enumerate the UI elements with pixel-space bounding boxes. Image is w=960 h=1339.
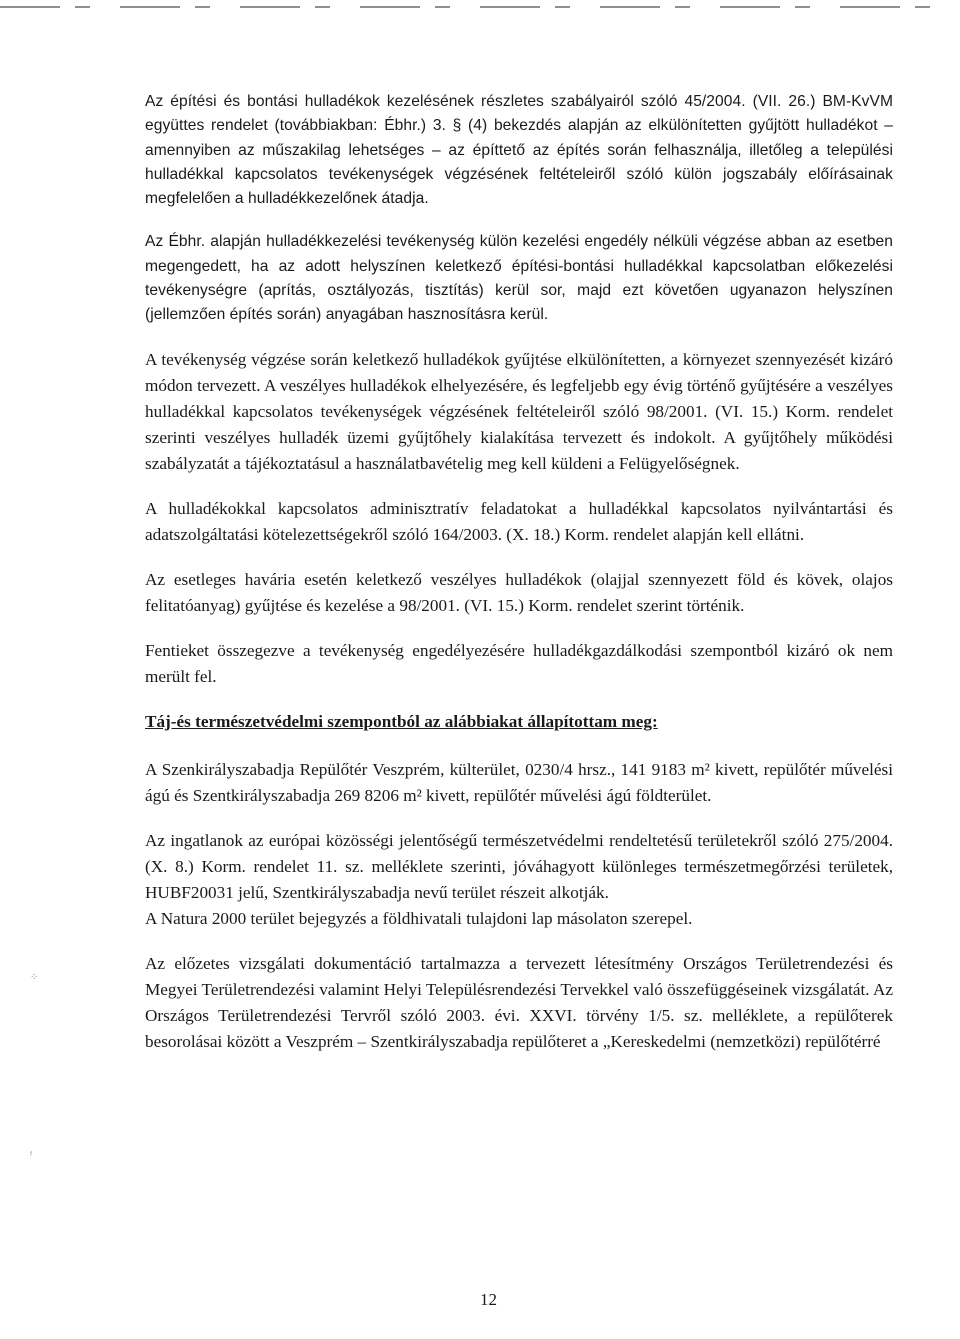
section-heading: Táj-és természetvédelmi szempontból az alábbiakat állapítottam meg: <box>145 711 658 731</box>
paragraph-havaria: Az esetleges havária esetén keletkező veszélyes hulladékok (olajjal szennyezett föld és kövek, olajos felitatóanyag) gyűjtése és kezelése a 98/2001. (VI. 15.) Korm. rendelet szerint történik. <box>145 569 893 615</box>
top-border-rule <box>0 6 960 8</box>
paragraph-administrative: A hulladékokkal kapcsolatos adminisztratív feladatokat a hulladékkal kapcsolatos nyilvántartási és adatszolgáltatási kötelezettségekről szóló 164/2003. (X. 18.) Korm. rendelet alapján kell ellátni. <box>145 498 893 544</box>
paragraph-planning: Az előzetes vizsgálati dokumentáció tartalmazza a tervezett létesítmény Országos Területrendezési és Megyei Területrendezési valamint Helyi Településrendezési Tervekkel való összefüggéseinek vizsgálatát. Az Országos Területrendezési Tervről szóló 2003. évi. XXVI. törvény 1/5. sz. melléklete, a repülőterek besorolásai között a Veszprém – Szentkirályszabadja repülőteret a „Kereskedelmi (nemzetközi) repülőtérré <box>145 953 893 1051</box>
document-page <box>145 90 893 1074</box>
scan-speck: ⁘ <box>30 972 39 983</box>
paragraph-ebhr-basis: Az Ébhr. alapján hulladékkezelési tevékenység külön kezelési engedély nélküli végzése abban az esetben megengedett, ha az adott helyszínen keletkező építési-bontási hulladékkal kapcsolatban előkezelési tevékenységre (aprítás, osztályozás, tisztítás) kerül sor, majd ezt követően ugyanazon helyszínen (jellemzően építés során) anyagában hasznosításra kerül. <box>145 233 893 324</box>
paragraph-summary: Fentieket összegezve a tevékenység engedélyezésére hulladékgazdálkodási szempontból kizáró ok nem merült fel. <box>145 640 893 686</box>
paragraph-property: A Szenkirályszabadja Repülőtér Veszprém, külterület, 0230/4 hrsz., 141 9183 m² kivett, repülőtér művelési ágú és Szentkirályszabadja 269 8206 m² kivett, repülőtér művelési ágú földterület. <box>145 759 893 805</box>
paragraph-waste-collection: A tevékenység végzése során keletkező hulladékok gyűjtése elkülönítetten, a környezet szennyezését kizáró módon tervezett. A veszélyes hulladékok elhelyezésére, és legfeljebb egy évig történő gyűjtésére a veszélyes hulladékkal kapcsolatos tevékenységek végzésének feltételeiről szóló 98/2001. (VI. 15.) Korm. rendelet szerinti veszélyes hulladék üzemi gyűjtőhely kialakítása tervezett és indokolt. A gyűjtőhely működési szabályzatát a tájékoztatásul a használatbavételig meg kell küldeni a Felügyelőségnek. <box>145 349 893 473</box>
paragraph-ebhr-intro: Az építési és bontási hulladékok kezelésének részletes szabályairól szóló 45/2004. (VII. 26.) BM-KvVM együttes rendelet (továbbiakban: Ébhr.) 3. § (4) bekezdés alapján az elkülönítetten gyűjtött hulladékot – amennyiben az műszakilag lehetséges – az építtető az építés során felhasználja, illetőleg a települési hulladékkal kapcsolatos tevékenységek végzésének feltételeiről szóló külön jogszabály előírásainak megfelelően a hulladékkezelőnek átadja. <box>145 93 893 208</box>
paragraph-natura-registry: A Natura 2000 terület bejegyzés a földhivatali tulajdoni lap másolaton szerepel. <box>145 908 693 928</box>
scan-speck: ᶠ <box>30 1150 33 1161</box>
paragraph-natura-areas: Az ingatlanok az európai közösségi jelentőségű természetvédelmi rendeltetésű területekről szóló 275/2004. (X. 8.) Korm. rendelet 11. sz. melléklete szerinti, jóváhagyott különleges természetmegőrzési területek, HUBF20031 jelű, Szentkirályszabadja nevű terület részeit alkotják. <box>145 830 893 902</box>
page-number: 12 <box>480 1290 497 1309</box>
